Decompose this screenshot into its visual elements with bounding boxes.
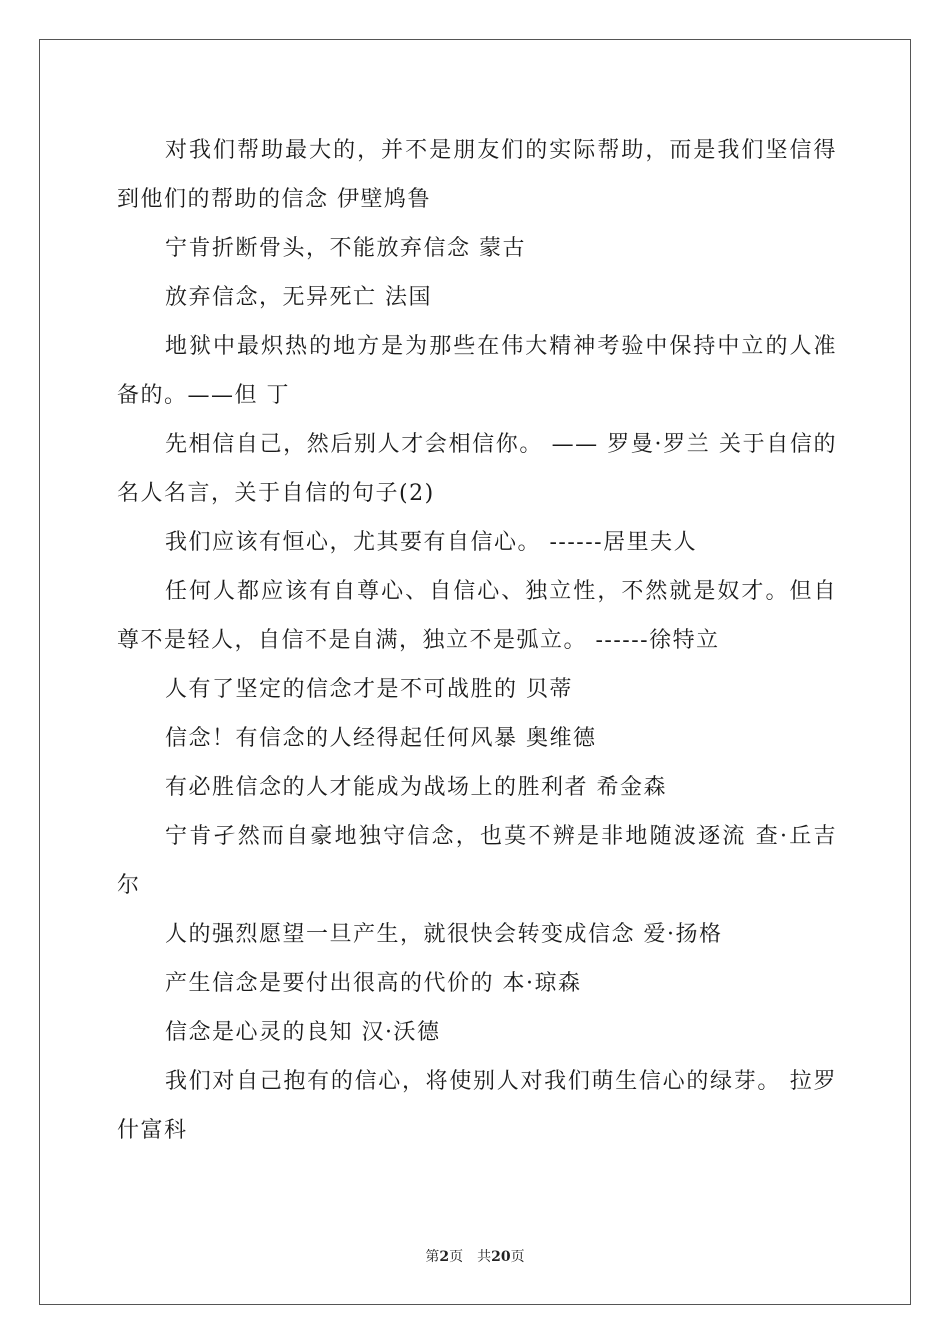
- paragraph: 对我们帮助最大的，并不是朋友们的实际帮助，而是我们坚信得到他们的帮助的信念 伊壁鸠鲁: [117, 138, 837, 212]
- paragraph: 信念！有信念的人经得起任何风暴 奥维德: [165, 726, 597, 751]
- paragraph: 任何人都应该有自尊心、自信心、独立性，不然就是奴才。但自尊不是轻人，自信不是自满，独立不是弧立。 ------徐特立: [117, 579, 837, 653]
- paragraph: 宁肯孑然而自豪地独守信念，也莫不辨是非地随波逐流 查·丘吉尔: [117, 824, 837, 898]
- page-suffix: 页: [449, 1249, 464, 1265]
- paragraph: 产生信念是要付出很高的代价的 本·琼森: [165, 971, 582, 996]
- paragraph: 人有了坚定的信念才是不可战胜的 贝蒂: [165, 677, 573, 702]
- paragraph: 我们应该有恒心，尤其要有自信心。 ------居里夫人: [165, 530, 698, 555]
- paragraph: 放弃信念，无异死亡 法国: [165, 285, 432, 310]
- total-pages: 20: [491, 1249, 511, 1265]
- total-prefix: 共: [477, 1249, 492, 1265]
- paragraph: 地狱中最炽热的地方是为那些在伟大精神考验中保持中立的人准备的。——但 丁: [117, 334, 837, 408]
- paragraph: 先相信自己，然后别人才会相信你。 —— 罗曼·罗兰 关于自信的名人名言，关于自信的句子(2): [117, 432, 837, 506]
- paragraph: 人的强烈愿望一旦产生，就很快会转变成信念 爱·扬格: [165, 922, 723, 947]
- page-number: 2: [439, 1249, 450, 1265]
- paragraph: 信念是心灵的良知 汉·沃德: [165, 1020, 441, 1045]
- paragraph: 有必胜信念的人才能成为战场上的胜利者 希金森: [165, 775, 667, 800]
- document-body: [117, 126, 837, 1155]
- page-footer: [0, 1246, 950, 1266]
- page-prefix: 第: [425, 1249, 440, 1265]
- paragraph: 宁肯折断骨头，不能放弃信念 蒙古: [165, 236, 526, 261]
- paragraph: 我们对自己抱有的信心，将使别人对我们萌生信心的绿芽。 拉罗什富科: [117, 1069, 837, 1143]
- total-suffix: 页: [510, 1249, 525, 1265]
